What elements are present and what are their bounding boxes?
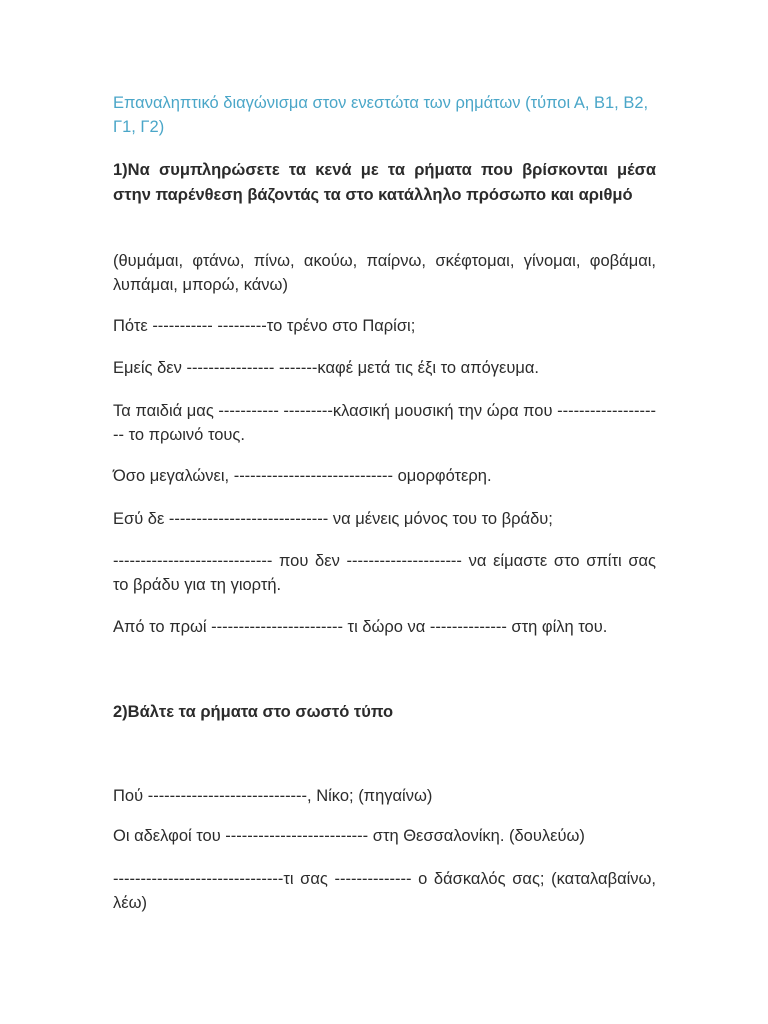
exercise-2-heading: 2)Βάλτε τα ρήματα στο σωστό τύπο (113, 703, 394, 721)
exercise-2-sentence-2: Οι αδελφοί του -------------------------- στη Θεσσαλονίκη. (δουλεύω) (113, 827, 585, 845)
exercise-1-sentence-7: Από το πρωί ------------------------ τι δώρο να -------------- στη φίλη του. (113, 618, 608, 636)
document-title: Επαναληπτικό διαγώνισμα στον ενεστώτα των ρημάτων (τύποι Α, Β1, Β2, Γ1, Γ2) (113, 94, 649, 136)
exercise-1-sentence-5: Εσύ δε ----------------------------- να μένεις μόνος του το βράδυ; (113, 510, 553, 528)
exercise-1-sentence-4: Όσο μεγαλώνει, ----------------------------- ομορφότερη. (113, 467, 492, 485)
exercise-1-heading: 1)Να συμπληρώσετε τα κενά με τα ρήματα που βρίσκονται μέσα στην παρένθεση βάζοντάς τα στο κατάλληλο πρόσωπο και αριθμό (113, 161, 656, 204)
exercise-1-sentence-2: Εμείς δεν ---------------- -------καφέ μετά τις έξι το απόγευμα. (113, 359, 540, 377)
exercise-1-sentence-6: ----------------------------- που δεν --------------------- να είμαστε στο σπίτι σας το βράδυ για τη γιορτή. (113, 552, 656, 594)
exercise-1-verb-list: (θυμάμαι, φτάνω, πίνω, ακούω, παίρνω, σκέφτομαι, γίνομαι, φοβάμαι, λυπάμαι, μπορώ, κάνω) (113, 252, 656, 294)
exercise-1-sentence-1: Πότε ----------- ---------το τρένο στο Παρίσι; (113, 317, 416, 335)
exercise-1-sentence-3: Τα παιδιά μας ----------- ---------κλασική μουσική την ώρα που -------------------- το πρωινό τους. (113, 402, 656, 444)
exercise-2-sentence-3: -------------------------------τι σας -------------- ο δάσκαλός σας; (καταλαβαίνω, λέω) (113, 870, 656, 912)
exercise-2-sentence-1: Πού -----------------------------, Νίκο; (πηγαίνω) (113, 787, 433, 805)
